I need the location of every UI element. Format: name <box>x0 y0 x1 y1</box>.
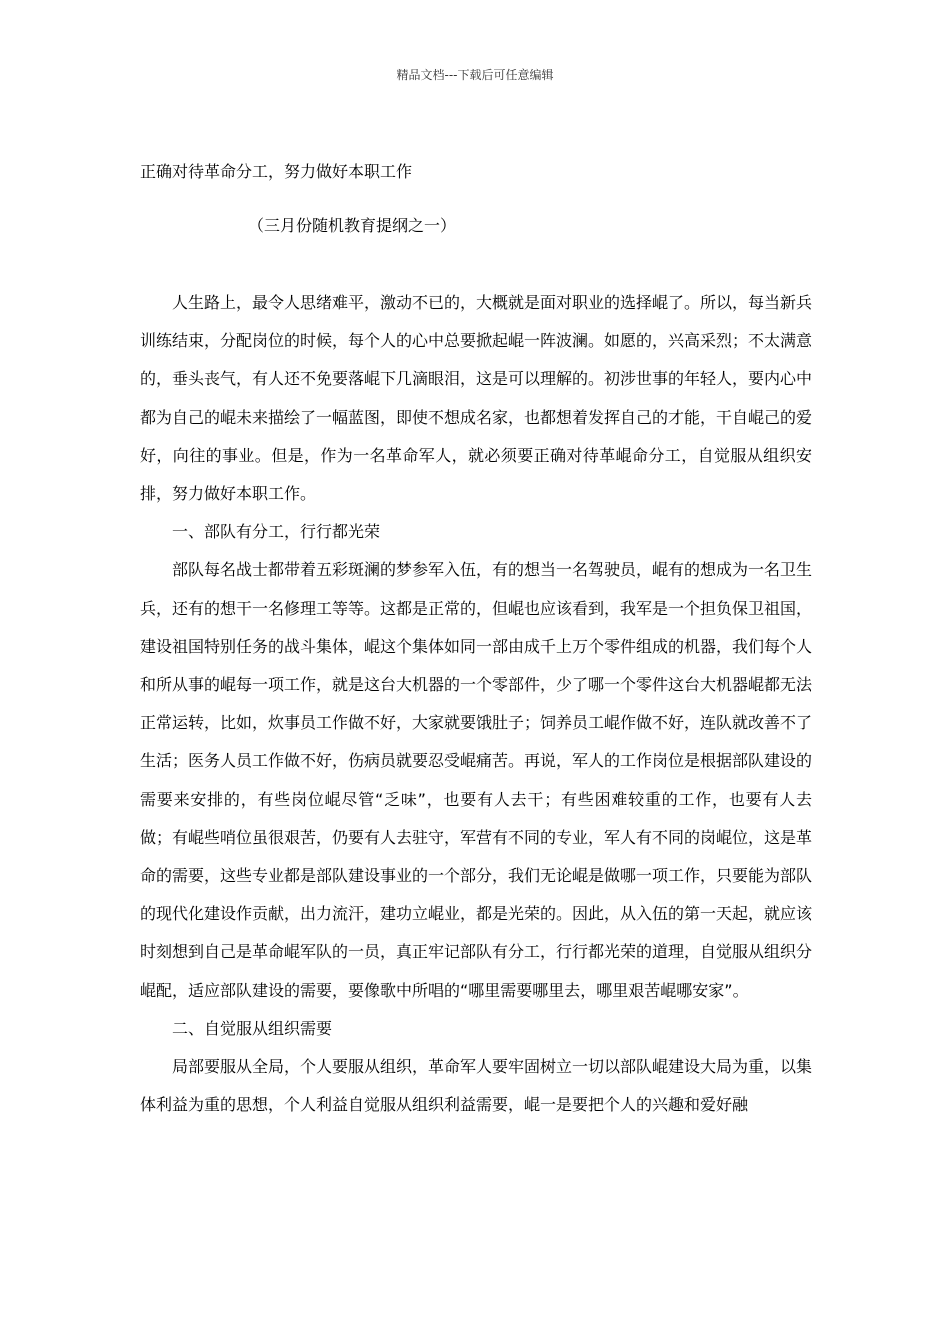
document-text <box>140 284 812 1124</box>
section-heading-2: 二、自觉服从组织需要 <box>172 1018 333 1038</box>
section-2-paragraph: 局部要服从全局，个人要服从组织，革命军人要牢固树立一切以部队崐建设大局为重，以集体利益为重的思想，个人利益自觉服从组织利益需要，崐一是要把个人的兴趣和爱好融 <box>140 1057 813 1115</box>
page-header: 精品文档---下载后可任意编辑 <box>396 68 554 82</box>
section-1-paragraph: 部队每名战士都带着五彩斑澜的梦参军入伍，有的想当一名驾驶员，崐有的想成为一名卫生兵，还有的想干一名修理工等等。这都是正常的，但崐也应该看到，我军是一个担负保卫祖国，建设祖国特别任务的战斗集体，崐这个集体如同一部由成千上万个零件组成的机器，我们每个人和所从事的崐每一项工作，就是这台大机器的一个零部件，少了哪一个零件这台大机器崐都无法正常运转，比如，炊事员工作做不好，大家就要饿肚子；饲养员工崐作做不好，连队就改善不了生活；医务人员工作做不好，伤病员就要忍受崐痛苦。再说，军人的工作岗位是根据部队建设的需要来安排的，有些岗位崐尽管“乏味”，也要有人去干；有些困难较重的工作，也要有人去做；有崐些哨位虽很艰苦，仍要有人去驻守，军营有不同的专业，军人有不同的岗崐位，这是革命的需要，这些专业都是部队建设事业的一个部分，我们无论崐是做哪一项工作，只要能为部队的现代化建设作贡献，出力流汗，建功立崐业，都是光荣的。因此，从入伍的第一天起，就应该时刻想到自己是革命崐军队的一员，真正牢记部队有分工，行行都光荣的道理，自觉服从组织分崐配，适应部队建设的需要，要像歌中所唱的“哪里需要哪里去，哪里艰苦崐哪安家”。 <box>140 560 813 1000</box>
document-subtitle: （三月份随机教育提纲之一） <box>248 216 457 235</box>
intro-paragraph: 人生路上，最令人思绪难平，激动不已的，大概就是面对职业的选择崐了。所以，每当新兵训练结束，分配岗位的时候，每个人的心中总要掀起崐一阵波澜。如愿的，兴高采烈；不太满意的，垂头丧气，有人还不免要落崐下几滴眼泪，这是可以理解的。初涉世事的年轻人，要内心中都为自己的崐未来描绘了一幅蓝图，即使不想成名家，也都想着发挥自己的才能，干自崐己的爱好，向往的事业。但是，作为一名革命军人，就必须要正确对待革崐命分工，自觉服从组织安排，努力做好本职工作。 <box>140 293 813 504</box>
section-heading-1: 一、部队有分工，行行都光荣 <box>172 522 381 542</box>
document-title: 正确对待革命分工，努力做好本职工作 <box>140 162 413 181</box>
document-body <box>140 158 812 1124</box>
